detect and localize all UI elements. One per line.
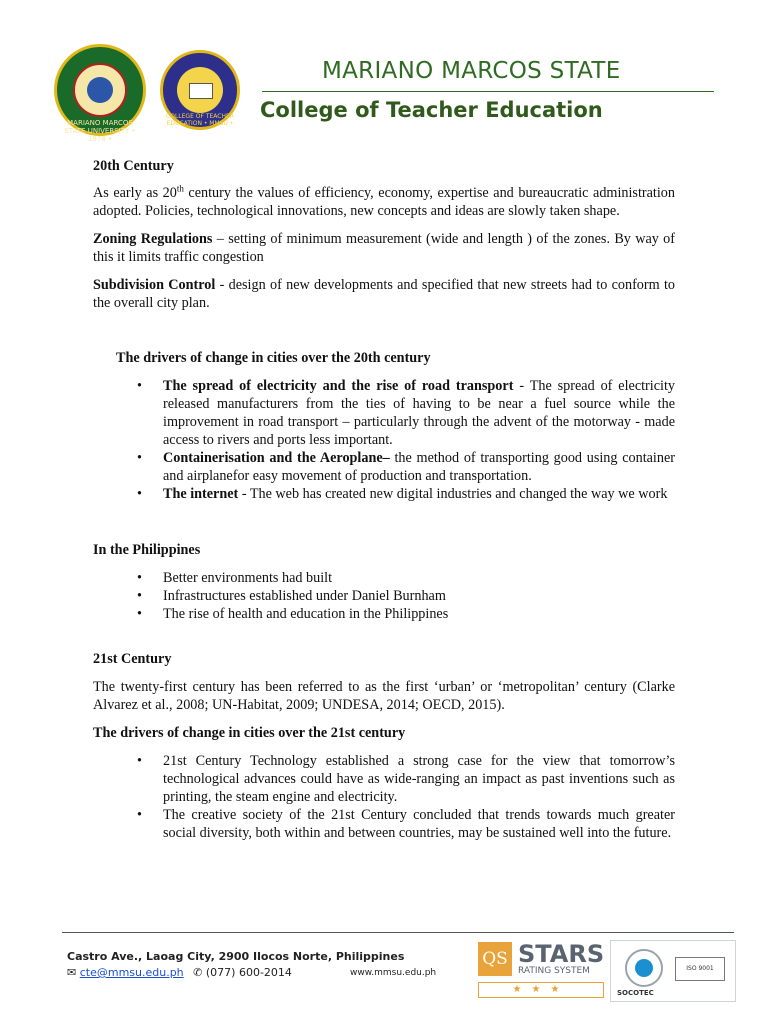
list-item: • Containerisation and the Aeroplane– the method of transporting good using container and airplanefor easy movement of production and transportation.	[137, 450, 675, 484]
list-item: • 21st Century Technology established a strong case for the view that tomorrow’s technological advances could have as wide-ranging an impact as past inventions such as printing, the steam engine and electricity.	[137, 753, 675, 805]
list-item: • Infrastructures established under Daniel Burnham	[137, 588, 446, 604]
footer-address: Castro Ave., Laoag City, 2900 Ilocos Norte, Philippines	[67, 950, 405, 963]
footer-contact	[67, 966, 292, 979]
paragraph-zoning: Zoning Regulations – setting of minimum measurement (wide and length ) of the zones. By way of this it limits traffic congestion	[93, 231, 676, 265]
socotec-certification-badge	[610, 940, 736, 1002]
list-item: • The rise of health and education in the Philippines	[137, 606, 449, 622]
mail-icon: ✉	[67, 966, 77, 979]
header-rule	[262, 91, 714, 92]
heading-drivers-21st: The drivers of change in cities over the 21st century	[93, 725, 406, 741]
bullet-icon: •	[137, 807, 142, 823]
list-philippines	[93, 569, 675, 623]
seal-left-text: MARIANO MARCOS STATE UNIVERSITY • 1978 •	[64, 119, 136, 143]
bullet-icon: •	[137, 753, 142, 769]
seal-right-text: COLLEGE OF TEACHER EDUCATION • MMSU •	[166, 113, 234, 127]
list-item: • Better environments had built	[137, 570, 333, 586]
qs-stars-badge	[478, 942, 604, 998]
cte-seal-logo	[160, 50, 240, 130]
star-rating-icon: ★★★	[478, 982, 604, 998]
list-item: • The spread of electricity and the rise of road transport - The spread of electricity released manufacturers from the ties of having to be near a fuel source while the improvement in road transport – particularly through the advent of the motorway - made access to rivers and ports less important.	[137, 378, 675, 448]
bullet-icon: •	[137, 606, 142, 622]
paragraph-subdivision: Subdivision Control - design of new developments and specified that new streets had to conform to the overall city plan.	[93, 277, 675, 311]
qs-logo: QS	[478, 942, 512, 976]
heading-20th-century: 20th Century	[93, 158, 174, 174]
certification-logo-icon	[625, 949, 663, 987]
document-body	[93, 156, 675, 842]
mmsu-seal-logo	[54, 44, 146, 143]
heading-drivers-20th: The drivers of change in cities over the 20th century	[116, 350, 431, 366]
list-item: • The internet - The web has created new digital industries and changed the way we work	[137, 486, 668, 502]
paragraph-20th-intro: As early as 20th century the values of efficiency, economy, expertise and bureaucratic administration adopted. Policies, technological innovations, new concepts and ideas are slowly taken shape.	[93, 183, 675, 219]
bullet-icon: •	[137, 486, 142, 502]
stars-title: STARS	[518, 940, 605, 968]
list-item: • The creative society of the 21st Century concluded that trends towards much greater social diversity, both within and between countries, may be sustained well into the future.	[137, 807, 675, 841]
bullet-icon: •	[137, 588, 142, 604]
phone-icon: ✆	[193, 966, 203, 979]
term-subdivision: Subdivision Control	[93, 277, 216, 293]
college-name: College of Teacher Education	[260, 98, 603, 122]
stars-subtitle: RATING SYSTEM	[518, 966, 590, 976]
heading-21st-century: 21st Century	[93, 651, 172, 667]
phone-number: (077) 600-2014	[205, 966, 292, 979]
term-zoning: Zoning Regulations	[93, 231, 213, 247]
paragraph-21st-intro: The twenty-first century has been referred to as the first ‘urban’ or ‘metropolitan’ century (Clarke Alvarez et al., 2008; UN-Habitat, 2009; UNDESA, 2014; OECD, 2015).	[93, 679, 675, 713]
heading-philippines: In the Philippines	[93, 542, 201, 558]
list-drivers-21st	[93, 752, 675, 842]
website-link[interactable]: www.mmsu.edu.ph	[350, 968, 437, 978]
bullet-icon: •	[137, 378, 142, 394]
footer-rule	[62, 932, 734, 933]
bullet-icon: •	[137, 570, 142, 586]
cert-brand: SOCOTEC	[617, 989, 654, 997]
bullet-icon: •	[137, 450, 142, 466]
email-link[interactable]: cte@mmsu.edu.ph	[79, 966, 184, 979]
iso-label: ISO 9001	[675, 957, 725, 981]
letterhead	[0, 0, 768, 150]
university-name: MARIANO MARCOS STATE	[322, 58, 621, 84]
list-drivers-20th	[93, 377, 675, 503]
